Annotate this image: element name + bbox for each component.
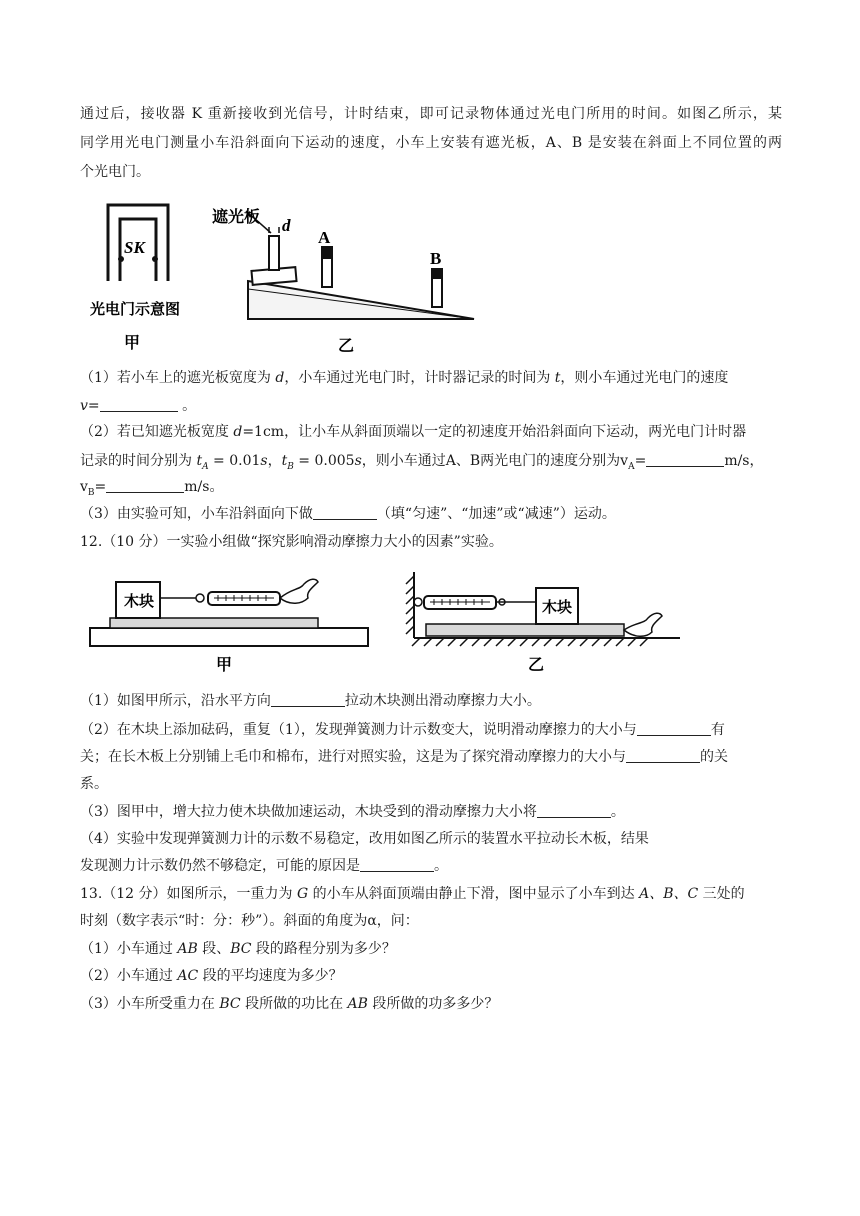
gate-b-label: B — [430, 249, 442, 268]
hand-icon — [624, 613, 662, 636]
intro-line-3: 个光电门。 — [80, 164, 150, 180]
q13-part3: （3）小车所受重力在 BC 段所做的功比在 AB 段所做的功多多少？ — [80, 996, 499, 1012]
friction-figure — [80, 562, 720, 684]
q11-part1-line1: （1）若小车上的遮光板宽度为 d，小车通过光电门时，计时器记录的时间为 t，则小车通过光电门的速度 — [80, 370, 729, 386]
intro-line-2: 同学用光电门测量小车沿斜面向下运动的速度，小车上安装有遮光板，A、B 是安装在斜面上不同位置的两 — [80, 135, 782, 151]
q13-line1: 13.（12 分）如图所示，一重力为 G 的小车从斜面顶端由静止下滑，图中显示了小车到达 A、B、C 三处的 — [80, 886, 745, 902]
intro-line-1: 通过后，接收器 K 重新接收到光信号，计时结束，即可记录物体通过光电门所用的时间。如图乙所示，某 — [80, 106, 782, 122]
answer-blank[interactable] — [313, 504, 377, 520]
q12-title: 12.（10 分）一实验小组做“探究影响滑动摩擦力大小的因素”实验。 — [80, 534, 503, 550]
caption-jia-1: 甲 — [124, 333, 141, 352]
answer-blank[interactable] — [271, 691, 345, 707]
caption-jia-2: 甲 — [216, 655, 233, 674]
q12-part4-line2: 发现测力计示数仍然不够稳定，可能的原因是 。 — [80, 858, 448, 874]
q12-part4-line1: （4）实验中发现弹簧测力计的示数不易稳定，改用如图乙所示的装置水平拉动长木板，结果 — [80, 831, 649, 847]
answer-blank[interactable] — [537, 802, 611, 818]
answer-blank[interactable] — [360, 856, 434, 872]
q12-part3: （3）图甲中，增大拉力使木块做加速运动，木块受到的滑动摩擦力大小将 。 — [80, 804, 625, 820]
answer-blank[interactable] — [106, 477, 184, 493]
width-label: d — [282, 216, 291, 235]
q12-part2-line3: 系。 — [80, 776, 108, 792]
q11-part2-line3: $v_B= m/s$。 — [80, 479, 224, 498]
q11-part3: （3）由实验可知，小车沿斜面向下做 （填“匀速”、“加速”或“减速”）运动。 — [80, 506, 616, 522]
sensor-label: SK — [124, 238, 145, 257]
q11-part2-line1: （2）若已知遮光板宽度 d=1cm，让小车从斜面顶端以一定的初速度开始沿斜面向下运动，两光电门计时器 — [80, 424, 747, 440]
q13-line2: 时刻（数字表示“时：分：秒”）。斜面的角度为α，问： — [80, 913, 419, 929]
answer-blank[interactable] — [646, 451, 724, 467]
answer-blank[interactable] — [626, 747, 700, 763]
photogate-figure — [76, 193, 506, 363]
answer-blank[interactable] — [637, 720, 711, 736]
friction-setup-jia — [90, 579, 368, 646]
q11-part2-line2: 记录的时间分别为 $t_A = 0.01s$，$t_B = 0.005s$，则小车通过A、B两光电门的速度分别为$v_A= m/s$， — [80, 453, 764, 472]
hand-icon — [280, 579, 318, 603]
sensor-dot-right — [152, 256, 158, 262]
sensor-dot-left — [118, 256, 124, 262]
q11-part1-line2: v= 。 — [80, 398, 197, 414]
gate-a-label: A — [318, 228, 331, 247]
block-label-jia: 木块 — [124, 592, 155, 610]
sensor-caption: 光电门示意图 — [90, 300, 181, 318]
q13-part2: （2）小车通过 AC 段的平均速度为多少？ — [80, 968, 343, 984]
shade-label: 遮光板 — [212, 207, 261, 226]
q12-part2-line1: （2）在木块上添加砝码，重复（1），发现弹簧测力计示数变大，说明滑动摩擦力的大小与 有 — [80, 722, 725, 738]
q13-part1: （1）小车通过 AB 段、BC 段的路程分别为多少？ — [80, 941, 396, 957]
caption-yi-1: 乙 — [338, 336, 355, 355]
q12-part2-line2: 关；在长木板上分别铺上毛巾和棉布，进行对照实验，这是为了探究滑动摩擦力的大小与 的关 — [80, 749, 728, 765]
shade-plate — [269, 236, 279, 270]
q12-part1: （1）如图甲所示，沿水平方向 拉动木块测出滑动摩擦力大小。 — [80, 693, 541, 709]
answer-blank[interactable] — [100, 396, 178, 412]
caption-yi-2: 乙 — [528, 655, 545, 674]
block-label-yi: 木块 — [542, 598, 573, 616]
